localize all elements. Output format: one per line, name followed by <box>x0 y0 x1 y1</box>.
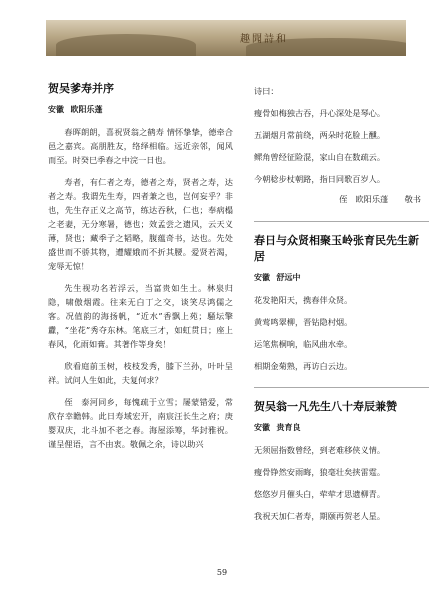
page-number: 59 <box>216 568 228 577</box>
author-region: 安徽 <box>48 105 64 114</box>
author-region: 安徽 <box>254 273 270 282</box>
poem-line: 今朝稔步杖朝路，指日同歌百岁人。 <box>254 174 386 184</box>
author-name: 舒远中 <box>276 273 301 282</box>
paragraph: 春晖朗朗，喜祝贤翁之鹤寿 情怀挚挚，德牵合邑之嘉宾。高朋胜友，络绎相临。远近亲邻，闻风而至。时癸巳季春之中浣一日也。 <box>48 127 233 165</box>
author-region: 安徽 <box>254 423 270 432</box>
poem-line: 相期金菊熟，再访白云边。 <box>254 361 353 371</box>
author-name: 欧阳乐蓬 <box>70 105 103 114</box>
divider <box>254 387 429 388</box>
poem-line: 运笔焦桐响，临风曲水牵。 <box>254 339 353 349</box>
paragraph: 欣看庭前玉树，枝枝发秀，膝下兰孙，叶叶呈祥。试问人生如此，夫复何求？ <box>48 361 233 385</box>
poem-line: 无须屈指数曾经，到老难移侠义情。 <box>254 445 386 455</box>
banner-landscape-hill <box>56 34 196 56</box>
poem-line: 鳏角曾经征险混，家山自在数疏云。 <box>254 152 386 162</box>
poem-author <box>254 272 429 283</box>
poem-author <box>254 422 429 433</box>
poem-line: 黄莺鸣翠柳，晋钻隐村烟。 <box>254 317 353 327</box>
poem-heading: 贺吴翁一凡先生八十寿辰兼赞 <box>254 400 397 413</box>
article-author <box>48 104 233 115</box>
poem-line: 花发艳阳天，携春伴众贤。 <box>254 295 353 305</box>
paragraph: 先生视功名若浮云，当富贵如生土。林泉归隐，啸傲烟霞。往来无白丁之交，谈笑尽鸿儒之客。况值韵的海扬帆，“近水”香飘上苑；騒坛擎纛，“坐花”秀夺东林。笔底三才，如虹贯日；座上春风，化雨如膏。其著作等身矣！ <box>48 283 233 349</box>
paragraph: 寿者，有仁者之寿，德者之寿，贤者之寿，达者之寿。我谓先生寿，四者兼之也，岂何妄乎？非也，先生存正义之高节，练达吞秋，仁也；奉病榻之老妻，无分寒暑，德也；效孟尝之遗风，云天义薄，贤也；藏季子之韬略，腹蕴奇书，达也。先处盛世而不骄其物，遭耀娥而不折其腰。爱贤若渴，宠辱无惊！ <box>48 177 233 271</box>
signature: 侄 欧阳乐蓬 敬书 <box>339 194 421 204</box>
header-banner <box>46 20 406 56</box>
poem-line: 瘦骨如梅独古吞，丹心深处是琴心。 <box>254 108 386 118</box>
paragraph: 侄 泰河同乡，每愧疏于立雪；屡蒙错爱，常欣存幸瞻韩。此日寿域宏开，南宸汪长生之府；庚婴双庆，北斗加不老之春。海屋添筹，华封雅祝。谨呈俚语，言不由衷。敬佩之余，诗以助兴 <box>48 397 233 449</box>
author-name: 贵育良 <box>276 423 301 432</box>
poem-heading: 春日与众贤相聚玉岭张育民先生新居 <box>254 234 419 263</box>
divider <box>254 221 429 222</box>
poem-line: 五湖烟月常前绕，两朵时花脸上醺。 <box>254 130 386 140</box>
poem-line: 瘦骨铮然安雨晦，狼毫壮矣挟雷霆。 <box>254 467 386 477</box>
poem-line: 我祝天加仁者寿，期颐再贺老人星。 <box>254 511 386 521</box>
poem-label: 诗曰： <box>254 86 279 96</box>
banner-title: 趣聞詩和 <box>240 34 288 45</box>
article-heading: 贺吴爹寿并序 <box>48 82 114 95</box>
right-column <box>254 84 429 531</box>
poem-line: 悠悠岁月催头白，荦荦才思遗柳青。 <box>254 489 386 499</box>
left-column <box>48 80 233 459</box>
